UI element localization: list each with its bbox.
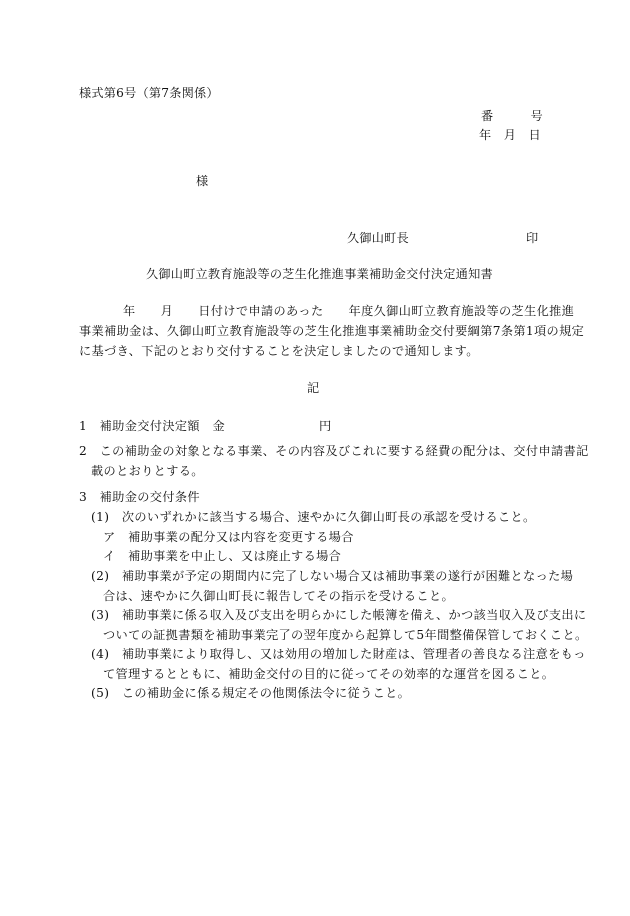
seal-mark: 印 [526,231,539,245]
condition-4-line-2: て管理するとともに、補助金交付の目的に従ってその効率的な運営を図ること。 [103,667,555,681]
item-2-line-2: 載のとおりとする。 [91,464,204,478]
intro-line-3: に基づき、下記のとおり交付することを決定しましたので通知します。 [79,344,479,358]
recipient-suffix: 様 [196,174,209,188]
issuer-name: 久御山町長 [347,231,409,245]
condition-1-a: ア 補助事業の配分又は内容を変更する場合 [103,530,354,544]
condition-2-line-2: 合は、速やかに久御山町長に報告してその指示を受けること。 [103,589,455,603]
condition-1: (1) 次のいずれかに該当する場合、速やかに久御山町長の承認を受けること。 [91,510,536,524]
number-label: 番 号 [481,109,543,123]
condition-3-line-1: (3) 補助事業に係る収入及び支出を明らかにした帳簿を備え、かつ該当収入及び支出に [91,608,587,622]
condition-2-line-1: (2) 補助事業が予定の期間内に完了しない場合又は補助事業の遂行が困難となった場 [91,569,574,583]
date-label: 年 月 日 [479,128,541,142]
intro-line-1: 年 月 日付けで申請のあった 年度久御山町立教育施設等の芝生化推進 [123,304,575,318]
intro-line-2: 事業補助金は、久御山町立教育施設等の芝生化推進事業補助金交付要綱第7条第1項の規定 [79,324,585,338]
form-number: 様式第6号（第7条関係） [79,86,219,100]
ki-heading: 記 [307,381,320,395]
condition-1-i: イ 補助事業を中止し、又は廃止する場合 [103,549,342,563]
condition-3-line-2: ついての証拠書類を補助事業完了の翌年度から起算して5年間整備保管しておくこと。 [103,628,588,642]
item-2-line-1: 2 この補助金の対象となる事業、その内容及びこれに要する経費の配分は、交付申請書記 [79,444,589,458]
condition-4-line-1: (4) 補助事業により取得し、又は効用の増加した財産は、管理者の善良なる注意をもっ [91,647,586,661]
item-1-unit: 円 [319,419,332,433]
condition-5: (5) この補助金に係る規定その他関係法令に従うこと。 [91,686,411,700]
item-1: 1 補助金交付決定額 金 [79,419,226,433]
document-title: 久御山町立教育施設等の芝生化推進事業補助金交付決定通知書 [146,267,493,281]
item-3-heading: 3 補助金の交付条件 [79,490,200,504]
